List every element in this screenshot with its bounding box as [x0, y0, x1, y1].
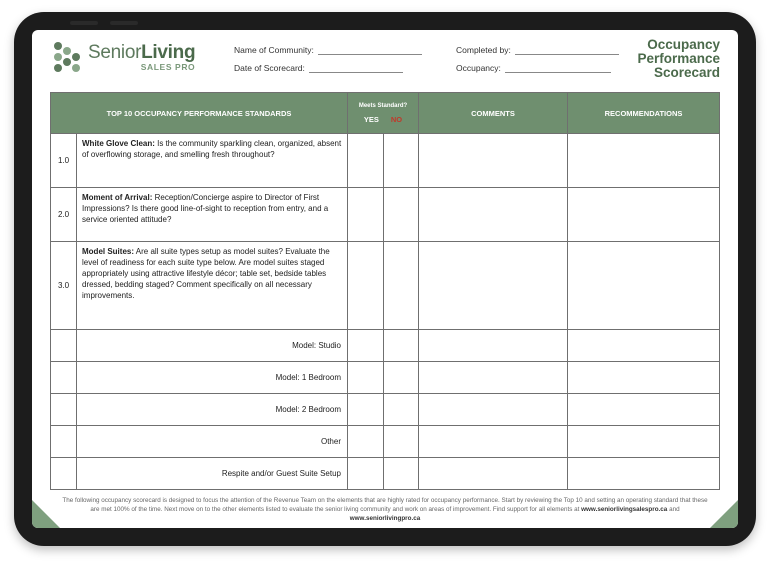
recommendations-cell[interactable]	[568, 394, 720, 426]
table-row	[51, 134, 720, 188]
date-line[interactable]	[309, 63, 403, 73]
recommendations-cell[interactable]	[568, 330, 720, 362]
model-row	[51, 426, 720, 458]
corner-decoration-left	[32, 500, 60, 528]
completed-by-line[interactable]	[515, 45, 619, 55]
yes-label: YES	[363, 114, 379, 124]
standard-text: Is the community sparkling clean, organized, absent of overflowing storage, and smelling fresh throughout?	[82, 139, 342, 159]
model-label: Model: 1 Bedroom	[77, 362, 348, 394]
recommendations-cell[interactable]	[568, 134, 720, 188]
completed-by-label: Completed by:	[456, 45, 511, 55]
power-button	[110, 21, 138, 25]
standard-description	[77, 134, 348, 188]
comments-cell[interactable]	[419, 394, 568, 426]
comments-cell[interactable]	[419, 330, 568, 362]
standards-header: TOP 10 OCCUPANCY PERFORMANCE STANDARDS	[51, 93, 348, 134]
standard-text: Reception/Concierge aspire to Director of First Impressions? Is there good line-of-sight to reception from entry, and a service oriented attitude?	[82, 193, 329, 224]
volume-button	[70, 21, 98, 25]
yes-cell[interactable]	[348, 426, 384, 458]
logo-dots-icon	[52, 40, 82, 74]
model-row	[51, 330, 720, 362]
logo-subtitle: SALES PRO	[140, 61, 196, 72]
no-cell[interactable]	[384, 242, 419, 330]
no-cell[interactable]	[384, 458, 419, 490]
model-label: Respite and/or Guest Suite Setup	[77, 458, 348, 490]
model-row	[51, 362, 720, 394]
title-line-2: Performance	[637, 51, 720, 66]
comments-cell[interactable]	[419, 362, 568, 394]
comments-cell[interactable]	[419, 242, 568, 330]
completed-by-field[interactable]	[456, 45, 619, 55]
no-label: NO	[390, 114, 403, 124]
standard-description	[77, 242, 348, 330]
standard-text: Are all suite types setup as model suites? Evaluate the level of readiness for each suite type below. Are model suites staged appropriately using attractive lifestyle décor; table set, bedside tables dressed, bedding staged? Comment specifically on all necessary improvements.	[82, 247, 330, 300]
brand-logo	[52, 40, 195, 74]
yes-cell[interactable]	[348, 242, 384, 330]
standard-description	[77, 188, 348, 242]
row-number	[51, 330, 77, 362]
table-row	[51, 242, 720, 330]
recommendations-cell[interactable]	[568, 242, 720, 330]
standard-title: Moment of Arrival:	[82, 193, 153, 202]
occupancy-field[interactable]	[456, 63, 611, 73]
no-cell[interactable]	[384, 188, 419, 242]
model-label: Other	[77, 426, 348, 458]
date-field[interactable]	[234, 63, 403, 73]
comments-cell[interactable]	[419, 134, 568, 188]
yes-cell[interactable]	[348, 330, 384, 362]
page-title	[637, 38, 720, 80]
footer-and: and	[669, 506, 680, 513]
yes-cell[interactable]	[348, 362, 384, 394]
logo-word-senior: Senior	[88, 41, 142, 63]
table-row	[51, 188, 720, 242]
comments-header: COMMENTS	[419, 93, 568, 134]
corner-decoration-right	[710, 500, 738, 528]
recommendations-cell[interactable]	[568, 188, 720, 242]
date-label: Date of Scorecard:	[234, 63, 305, 73]
recommendations-header: RECOMMENDATIONS	[568, 93, 720, 134]
footer-link-seniorlivingpro[interactable]: www.seniorlivingpro.ca	[349, 515, 421, 522]
community-field[interactable]	[234, 45, 422, 55]
recommendations-cell[interactable]	[568, 426, 720, 458]
community-label: Name of Community:	[234, 45, 314, 55]
row-number: 3.0	[51, 242, 77, 330]
no-cell[interactable]	[384, 426, 419, 458]
standard-title: White Glove Clean:	[82, 139, 155, 148]
yes-cell[interactable]	[348, 134, 384, 188]
occupancy-label: Occupancy:	[456, 63, 501, 73]
occupancy-line[interactable]	[505, 63, 611, 73]
footer-note	[62, 496, 708, 523]
row-number	[51, 362, 77, 394]
comments-cell[interactable]	[419, 458, 568, 490]
recommendations-cell[interactable]	[568, 362, 720, 394]
title-line-3: Scorecard	[653, 65, 720, 80]
row-number	[51, 458, 77, 490]
scorecard-table	[50, 92, 720, 490]
tablet-screen	[32, 30, 738, 528]
no-cell[interactable]	[384, 362, 419, 394]
community-line[interactable]	[318, 45, 422, 55]
yes-cell[interactable]	[348, 394, 384, 426]
logo-word-living: Living	[141, 41, 196, 63]
no-cell[interactable]	[384, 394, 419, 426]
table-header-row	[51, 93, 720, 134]
standard-title: Model Suites:	[82, 247, 135, 256]
comments-cell[interactable]	[419, 188, 568, 242]
row-number: 2.0	[51, 188, 77, 242]
row-number	[51, 426, 77, 458]
yes-cell[interactable]	[348, 188, 384, 242]
model-row	[51, 394, 720, 426]
footer-link-salespro[interactable]: www.seniorlivingsalespro.ca	[581, 506, 668, 513]
no-cell[interactable]	[384, 330, 419, 362]
footer-text: The following occupancy scorecard is designed to focus the attention of the Revenue Team on the elements that are highly rated for occupancy performance. Start by reviewing the Top 10 and setting an operating standard that these are met 100% of the time. Next move on to the other elements listed to evaluate the senior living community and work on areas of improvement. Find support for all elements at	[62, 497, 708, 513]
comments-cell[interactable]	[419, 426, 568, 458]
tablet-frame	[14, 12, 756, 546]
row-number: 1.0	[51, 134, 77, 188]
meets-standard-label: Meets Standard?	[358, 102, 408, 109]
yes-cell[interactable]	[348, 458, 384, 490]
model-label: Model: Studio	[77, 330, 348, 362]
model-row	[51, 458, 720, 490]
recommendations-cell[interactable]	[568, 458, 720, 490]
title-line-1: Occupancy	[647, 37, 720, 52]
row-number	[51, 394, 77, 426]
no-cell[interactable]	[384, 134, 419, 188]
model-label: Model: 2 Bedroom	[77, 394, 348, 426]
meets-standard-header	[348, 93, 419, 134]
